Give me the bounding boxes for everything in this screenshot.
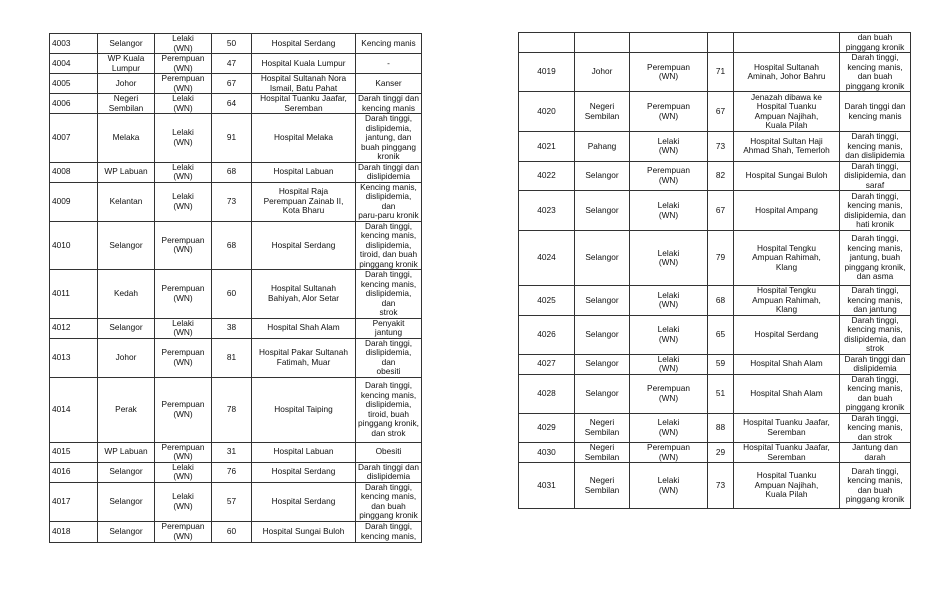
cell-hospital: Hospital Sultanah Nora Ismail, Batu Pahat xyxy=(252,74,356,94)
cell-age: 65 xyxy=(708,315,734,354)
cell-age: 78 xyxy=(212,377,252,442)
cell-condition: dan buah pinggang kronik xyxy=(840,33,911,53)
cell-condition: Kencing manis xyxy=(356,34,422,54)
cell-id: 4018 xyxy=(50,521,98,542)
cell-state: Selangor xyxy=(575,315,630,354)
cell-gender: Lelaki (WN) xyxy=(155,94,212,114)
cell-id: 4024 xyxy=(519,231,575,286)
cell-state: Selangor xyxy=(98,221,155,270)
cell-condition: Darah tinggi, kencing manis, dan buah pinggang kronik xyxy=(840,53,911,92)
cell-id: 4009 xyxy=(50,182,98,221)
table-row xyxy=(50,338,422,377)
table-row xyxy=(50,270,422,319)
cell-gender: Perempuan (WN) xyxy=(630,374,708,413)
cell-age: 88 xyxy=(708,413,734,443)
cell-id: 4025 xyxy=(519,286,575,316)
cell-condition: Darah tinggi, kencing manis, dislipidemia, tiroid, buah pinggang kronik, dan strok xyxy=(356,377,422,442)
cell-gender: Lelaki (WN) xyxy=(630,191,708,231)
table-row xyxy=(50,377,422,442)
table-row xyxy=(50,54,422,74)
cell-hospital: Hospital Sultan Haji Ahmad Shah, Temerloh xyxy=(734,132,840,162)
table-row xyxy=(519,463,911,509)
cell-hospital: Hospital Sungai Buloh xyxy=(252,521,356,542)
cell-age: 29 xyxy=(708,443,734,463)
cell-condition: Penyakit jantung xyxy=(356,318,422,338)
cell-hospital: Hospital Serdang xyxy=(252,482,356,521)
cell-state: Selangor xyxy=(98,482,155,521)
cell-state: Kedah xyxy=(98,270,155,319)
cell-age: 68 xyxy=(212,221,252,270)
cell-condition: Darah tinggi, kencing manis, dislipidemia, dan hati kronik xyxy=(840,191,911,231)
cell-age: 38 xyxy=(212,318,252,338)
cell-hospital: Jenazah dibawa ke Hospital Tuanku Ampuan Najihah, Kuala Pilah xyxy=(734,92,840,132)
cell-hospital: Hospital Shah Alam xyxy=(734,374,840,413)
cell-id: 4005 xyxy=(50,74,98,94)
cell-hospital: Hospital Sultanah Bahiyah, Alor Setar xyxy=(252,270,356,319)
case-table-right xyxy=(518,32,911,509)
cell-gender: Lelaki (WN) xyxy=(155,318,212,338)
cell-age: 51 xyxy=(708,374,734,413)
cell-condition: Darah tinggi dan dislipidemia xyxy=(840,354,911,374)
cell-gender: Lelaki (WN) xyxy=(155,162,212,182)
cell-hospital xyxy=(734,33,840,53)
cell-age: 68 xyxy=(708,286,734,316)
cell-hospital: Hospital Tuanku Jaafar, Seremban xyxy=(734,413,840,443)
cell-id: 4014 xyxy=(50,377,98,442)
cell-hospital: Hospital Serdang xyxy=(252,34,356,54)
cell-state: Johor xyxy=(98,338,155,377)
table-row xyxy=(50,462,422,482)
cell-state: Johor xyxy=(575,53,630,92)
cell-id: 4006 xyxy=(50,94,98,114)
cell-condition: Darah tinggi, kencing manis, xyxy=(356,521,422,542)
table-row xyxy=(50,94,422,114)
cell-age: 67 xyxy=(708,92,734,132)
cell-id: 4029 xyxy=(519,413,575,443)
cell-age: 71 xyxy=(708,53,734,92)
cell-condition: Darah tinggi, dislipidemia, jantung, dan buah pinggang kronik xyxy=(356,114,422,163)
cell-hospital: Hospital Tuanku Ampuan Najihah, Kuala Pilah xyxy=(734,463,840,509)
table-row xyxy=(519,132,911,162)
cell-condition: Obesiti xyxy=(356,442,422,462)
cell-gender: Perempuan (WN) xyxy=(155,338,212,377)
cell-state: Kelantan xyxy=(98,182,155,221)
cell-age: 73 xyxy=(212,182,252,221)
table-row xyxy=(50,442,422,462)
cell-hospital: Hospital Taiping xyxy=(252,377,356,442)
cell-state: Selangor xyxy=(98,521,155,542)
cell-gender: Perempuan (WN) xyxy=(155,74,212,94)
cell-gender: Lelaki (WN) xyxy=(630,315,708,354)
cell-id: 4013 xyxy=(50,338,98,377)
cell-age: 76 xyxy=(212,462,252,482)
cell-id: 4017 xyxy=(50,482,98,521)
table-row xyxy=(50,521,422,542)
cell-id: 4012 xyxy=(50,318,98,338)
cell-hospital: Hospital Shah Alam xyxy=(734,354,840,374)
cell-condition: Darah tinggi, kencing manis, dan dislipidemia xyxy=(840,132,911,162)
cell-state: Selangor xyxy=(575,231,630,286)
table-row xyxy=(519,354,911,374)
table-row xyxy=(519,315,911,354)
cell-gender: Perempuan (WN) xyxy=(630,443,708,463)
cell-gender: Lelaki (WN) xyxy=(155,482,212,521)
cell-condition: Darah tinggi dan dislipidemia xyxy=(356,462,422,482)
cell-state: Johor xyxy=(98,74,155,94)
cell-gender: Lelaki (WN) xyxy=(155,182,212,221)
cell-gender: Lelaki (WN) xyxy=(155,462,212,482)
cell-age: 31 xyxy=(212,442,252,462)
case-table-left-body xyxy=(50,34,422,543)
table-row xyxy=(519,161,911,191)
cell-hospital: Hospital Melaka xyxy=(252,114,356,163)
cell-state: Selangor xyxy=(98,462,155,482)
table-row xyxy=(50,34,422,54)
cell-gender: Perempuan (WN) xyxy=(630,161,708,191)
cell-state: Selangor xyxy=(575,161,630,191)
cell-gender: Lelaki (WN) xyxy=(630,463,708,509)
cell-age: 91 xyxy=(212,114,252,163)
cell-hospital: Hospital Serdang xyxy=(252,221,356,270)
cell-hospital: Hospital Sultanah Aminah, Johor Bahru xyxy=(734,53,840,92)
cell-condition: Darah tinggi dan kencing manis xyxy=(840,92,911,132)
cell-age: 60 xyxy=(212,270,252,319)
cell-id: 4031 xyxy=(519,463,575,509)
cell-gender: Lelaki (WN) xyxy=(155,114,212,163)
cell-condition: Darah tinggi dan kencing manis xyxy=(356,94,422,114)
cell-gender: Perempuan (WN) xyxy=(155,54,212,74)
cell-state: Negeri Sembilan xyxy=(98,94,155,114)
cell-condition: - xyxy=(356,54,422,74)
table-row xyxy=(50,114,422,163)
cell-state: Melaka xyxy=(98,114,155,163)
cell-state: WP Kuala Lumpur xyxy=(98,54,155,74)
cell-gender: Perempuan (WN) xyxy=(155,221,212,270)
cell-gender: Lelaki (WN) xyxy=(630,354,708,374)
cell-gender: Perempuan (WN) xyxy=(630,92,708,132)
cell-id: 4007 xyxy=(50,114,98,163)
table-row xyxy=(519,191,911,231)
cell-state: WP Labuan xyxy=(98,162,155,182)
cell-id: 4004 xyxy=(50,54,98,74)
cell-state: Perak xyxy=(98,377,155,442)
cell-state: Selangor xyxy=(575,354,630,374)
cell-state: Selangor xyxy=(98,318,155,338)
cell-state: Selangor xyxy=(98,34,155,54)
table-row xyxy=(519,231,911,286)
cell-age: 50 xyxy=(212,34,252,54)
table-row xyxy=(519,374,911,413)
table-row xyxy=(50,74,422,94)
table-row xyxy=(50,221,422,270)
cell-condition: Darah tinggi, kencing manis, dan buah pinggang kronik xyxy=(840,463,911,509)
cell-condition: Darah tinggi, kencing manis, jantung, buah pinggang kronik, dan asma xyxy=(840,231,911,286)
cell-age xyxy=(708,33,734,53)
cell-age: 57 xyxy=(212,482,252,521)
cell-state xyxy=(575,33,630,53)
table-row xyxy=(519,33,911,53)
cell-id: 4003 xyxy=(50,34,98,54)
cell-id: 4023 xyxy=(519,191,575,231)
cell-gender: Lelaki (WN) xyxy=(630,231,708,286)
cell-hospital: Hospital Ampang xyxy=(734,191,840,231)
cell-gender: Perempuan (WN) xyxy=(155,377,212,442)
cell-id: 4030 xyxy=(519,443,575,463)
cell-id xyxy=(519,33,575,53)
cell-gender xyxy=(630,33,708,53)
cell-condition: Darah tinggi, kencing manis, dan buah pinggang kronik xyxy=(840,374,911,413)
table-row xyxy=(519,53,911,92)
cell-state: Selangor xyxy=(575,191,630,231)
cell-condition: Darah tinggi, kencing manis, dislipidemia, tiroid, dan buah pinggang kronik xyxy=(356,221,422,270)
case-table-left xyxy=(49,33,422,543)
cell-gender: Lelaki (WN) xyxy=(155,34,212,54)
cell-state: Negeri Sembilan xyxy=(575,92,630,132)
cell-id: 4022 xyxy=(519,161,575,191)
table-row xyxy=(519,92,911,132)
cell-gender: Perempuan (WN) xyxy=(155,521,212,542)
cell-state: Selangor xyxy=(575,286,630,316)
cell-hospital: Hospital Labuan xyxy=(252,162,356,182)
cell-id: 4027 xyxy=(519,354,575,374)
cell-id: 4008 xyxy=(50,162,98,182)
cell-age: 81 xyxy=(212,338,252,377)
cell-condition: Darah tinggi, kencing manis, dislipidemia, dan strok xyxy=(356,270,422,319)
table-row xyxy=(519,413,911,443)
cell-hospital: Hospital Serdang xyxy=(734,315,840,354)
cell-condition: Darah tinggi, kencing manis, dislipidemia, dan strok xyxy=(840,315,911,354)
cell-age: 68 xyxy=(212,162,252,182)
table-row xyxy=(519,286,911,316)
table-row xyxy=(519,443,911,463)
cell-id: 4028 xyxy=(519,374,575,413)
cell-gender: Lelaki (WN) xyxy=(630,132,708,162)
cell-hospital: Hospital Tuanku Jaafar, Seremban xyxy=(734,443,840,463)
cell-id: 4026 xyxy=(519,315,575,354)
cell-condition: Darah tinggi dan dislipidemia xyxy=(356,162,422,182)
table-row xyxy=(50,182,422,221)
cell-age: 79 xyxy=(708,231,734,286)
cell-id: 4021 xyxy=(519,132,575,162)
cell-id: 4015 xyxy=(50,442,98,462)
cell-age: 82 xyxy=(708,161,734,191)
cell-id: 4010 xyxy=(50,221,98,270)
cell-condition: Jantung dan darah xyxy=(840,443,911,463)
cell-age: 64 xyxy=(212,94,252,114)
cell-hospital: Hospital Tengku Ampuan Rahimah, Klang xyxy=(734,231,840,286)
cell-hospital: Hospital Pakar Sultanah Fatimah, Muar xyxy=(252,338,356,377)
cell-id: 4020 xyxy=(519,92,575,132)
cell-state: Negeri Sembilan xyxy=(575,463,630,509)
cell-hospital: Hospital Tengku Ampuan Rahimah, Klang xyxy=(734,286,840,316)
cell-state: Negeri Sembilan xyxy=(575,443,630,463)
cell-gender: Perempuan (WN) xyxy=(155,442,212,462)
cell-hospital: Hospital Sungai Buloh xyxy=(734,161,840,191)
cell-state: Pahang xyxy=(575,132,630,162)
cell-gender: Perempuan (WN) xyxy=(155,270,212,319)
case-table-right-body xyxy=(519,33,911,509)
cell-condition: Darah tinggi, kencing manis, dan jantung xyxy=(840,286,911,316)
cell-age: 73 xyxy=(708,463,734,509)
cell-state: Selangor xyxy=(575,374,630,413)
cell-condition: Darah tinggi, dislipidemia, dan obesiti xyxy=(356,338,422,377)
cell-id: 4019 xyxy=(519,53,575,92)
cell-gender: Lelaki (WN) xyxy=(630,286,708,316)
table-row xyxy=(50,318,422,338)
cell-age: 47 xyxy=(212,54,252,74)
cell-hospital: Hospital Shah Alam xyxy=(252,318,356,338)
cell-condition: Darah tinggi, kencing manis, dan strok xyxy=(840,413,911,443)
cell-state: Negeri Sembilan xyxy=(575,413,630,443)
cell-id: 4011 xyxy=(50,270,98,319)
cell-age: 73 xyxy=(708,132,734,162)
cell-condition: Darah tinggi, dislipidemia, dan saraf xyxy=(840,161,911,191)
cell-hospital: Hospital Kuala Lumpur xyxy=(252,54,356,74)
cell-hospital: Hospital Labuan xyxy=(252,442,356,462)
cell-age: 59 xyxy=(708,354,734,374)
table-row xyxy=(50,482,422,521)
cell-age: 67 xyxy=(212,74,252,94)
cell-hospital: Hospital Tuanku Jaafar, Seremban xyxy=(252,94,356,114)
cell-condition: Kanser xyxy=(356,74,422,94)
cell-age: 60 xyxy=(212,521,252,542)
table-row xyxy=(50,162,422,182)
cell-age: 67 xyxy=(708,191,734,231)
cell-hospital: Hospital Serdang xyxy=(252,462,356,482)
cell-id: 4016 xyxy=(50,462,98,482)
cell-state: WP Labuan xyxy=(98,442,155,462)
cell-condition: Kencing manis, dislipidemia, dan paru-paru kronik xyxy=(356,182,422,221)
cell-hospital: Hospital Raja Perempuan Zainab II, Kota Bharu xyxy=(252,182,356,221)
cell-condition: Darah tinggi, kencing manis, dan buah pinggang kronik xyxy=(356,482,422,521)
cell-gender: Perempuan (WN) xyxy=(630,53,708,92)
cell-gender: Lelaki (WN) xyxy=(630,413,708,443)
